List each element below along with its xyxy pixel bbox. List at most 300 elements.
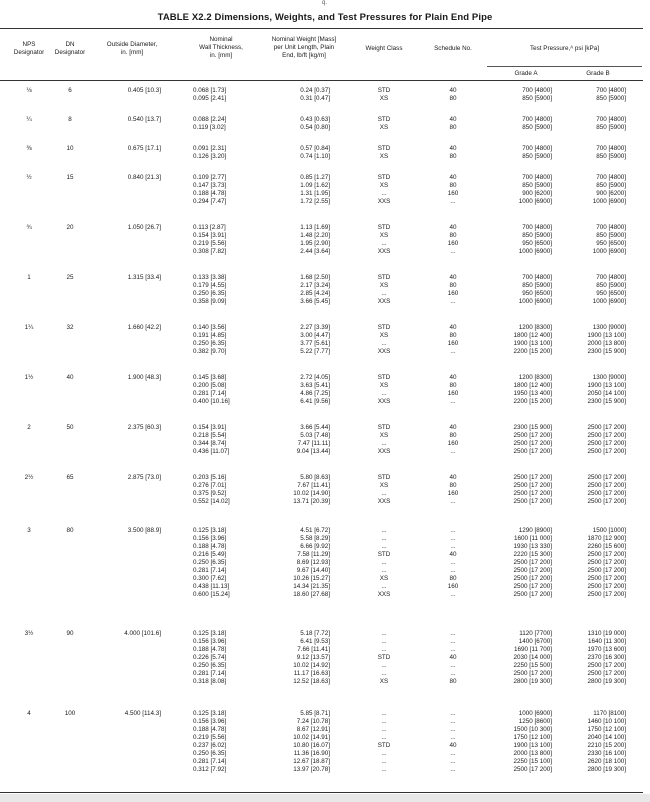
cell-schedule-no: ... bbox=[450, 448, 456, 455]
cell-grade-a: 1900 [13 100] bbox=[513, 742, 552, 749]
cell-nps: 3½ bbox=[24, 630, 34, 637]
cell-grade-a: 950 [6500] bbox=[522, 240, 552, 247]
cell-weight-class: ... bbox=[381, 543, 387, 550]
cell-wall-thickness: 0.113 [2.87] bbox=[193, 224, 226, 231]
cell-nominal-weight: 1.31 [1.95] bbox=[300, 190, 330, 197]
cell-wall-thickness: 0.312 [7.92] bbox=[193, 766, 227, 773]
cell-schedule-no: 80 bbox=[449, 575, 457, 582]
cell-grade-b: 1500 [1000] bbox=[592, 527, 626, 534]
cell-nominal-weight: 1.09 [1.62] bbox=[300, 182, 330, 189]
cell-weight-class: STD bbox=[377, 474, 391, 481]
cell-weight-class: ... bbox=[381, 490, 387, 497]
cell-weight-class: STD bbox=[377, 324, 391, 331]
cell-wall-thickness: 0.250 [6.35] bbox=[193, 750, 227, 757]
cell-weight-class: XXS bbox=[377, 398, 391, 405]
cell-weight-class: XXS bbox=[377, 448, 391, 455]
cell-grade-a: 700 [4800] bbox=[522, 116, 552, 123]
cell-grade-b: 2800 [19 300] bbox=[587, 678, 626, 685]
cell-wall-thickness: 0.133 [3.38] bbox=[193, 274, 227, 281]
cell-schedule-no: 40 bbox=[449, 174, 457, 181]
cell-weight-class: ... bbox=[381, 710, 387, 717]
cell-grade-a: 2500 [17 200] bbox=[513, 559, 552, 566]
cell-weight-class: XS bbox=[379, 124, 389, 131]
cell-grade-b: 2500 [17 200] bbox=[587, 498, 626, 505]
cell-grade-a: 2200 [15 200] bbox=[513, 398, 552, 405]
cell-wall-thickness: 0.188 [4.78] bbox=[193, 190, 227, 197]
table-top-rule bbox=[0, 28, 643, 29]
cell-nominal-weight: 0.85 [1.27] bbox=[300, 174, 330, 181]
cell-grade-b: 1640 [11 300] bbox=[587, 638, 626, 645]
cell-grade-b: 1750 [12 100] bbox=[587, 726, 626, 733]
cell-weight-class: XS bbox=[379, 232, 389, 239]
cell-grade-a: 1000 [6900] bbox=[518, 298, 552, 305]
cell-weight-class: ... bbox=[381, 390, 387, 397]
cell-schedule-no: 160 bbox=[447, 290, 459, 297]
cell-grade-a: 2500 [17 200] bbox=[513, 591, 552, 598]
cell-wall-thickness: 0.250 [6.35] bbox=[193, 340, 227, 347]
cell-wall-thickness: 0.091 [2.31] bbox=[193, 145, 227, 152]
cell-grade-b: 2500 [17 200] bbox=[587, 440, 626, 447]
cell-wall-thickness: 0.250 [6.35] bbox=[193, 290, 227, 297]
cell-grade-b: 1170 [8100] bbox=[593, 710, 626, 717]
cell-grade-a: 2500 [17 200] bbox=[513, 575, 552, 582]
cell-nominal-weight: 5.85 [8.71] bbox=[300, 710, 330, 717]
cell-weight-class: XXS bbox=[377, 298, 391, 305]
cell-grade-b: 1870 [12 900] bbox=[587, 535, 626, 542]
cell-dn: 90 bbox=[66, 630, 74, 637]
cell-wall-thickness: 0.250 [6.35] bbox=[193, 559, 227, 566]
cell-outside-diameter: 2.375 [60.3] bbox=[127, 424, 161, 431]
cell-wall-thickness: 0.219 [5.56] bbox=[193, 734, 227, 741]
cell-grade-a: 950 [6500] bbox=[522, 290, 552, 297]
cell-schedule-no: ... bbox=[450, 198, 456, 205]
cell-wall-thickness: 0.203 [5.16] bbox=[193, 474, 227, 481]
cell-grade-b: 1000 [6900] bbox=[592, 198, 626, 205]
header-grade-b: Grade B bbox=[586, 70, 610, 77]
cell-dn: 40 bbox=[66, 374, 74, 381]
cell-dn: 32 bbox=[66, 324, 74, 331]
cell-grade-a: 1800 [12 400] bbox=[513, 332, 552, 339]
cell-grade-b: 2800 [19 300] bbox=[587, 766, 626, 773]
cell-wall-thickness: 0.294 [7.47] bbox=[193, 198, 227, 205]
cell-weight-class: ... bbox=[381, 567, 387, 574]
cell-schedule-no: ... bbox=[450, 535, 456, 542]
cell-grade-a: 2500 [17 200] bbox=[513, 567, 552, 574]
cell-nominal-weight: 11.17 [16.63] bbox=[293, 670, 330, 677]
cell-wall-thickness: 0.119 [3.02] bbox=[193, 124, 226, 131]
cell-nominal-weight: 0.43 [0.63] bbox=[300, 116, 330, 123]
cell-wall-thickness: 0.156 [3.96] bbox=[193, 535, 227, 542]
cell-grade-a: 2030 [14 000] bbox=[513, 654, 552, 661]
header-wall-thickness: Nominal Wall Thickness, in. [mm] bbox=[199, 36, 243, 59]
cell-weight-class: STD bbox=[377, 224, 391, 231]
cell-weight-class: ... bbox=[381, 630, 387, 637]
cell-weight-class: STD bbox=[377, 116, 391, 123]
cell-grade-b: 2210 [15 200] bbox=[587, 742, 626, 749]
cell-schedule-no: 40 bbox=[449, 274, 457, 281]
cell-nominal-weight: 2.72 [4.05] bbox=[300, 374, 330, 381]
cell-nominal-weight: 6.41 [9.53] bbox=[300, 638, 330, 645]
cell-wall-thickness: 0.125 [3.18] bbox=[193, 710, 227, 717]
cell-schedule-no: 160 bbox=[447, 340, 459, 347]
cell-grade-b: 2040 [14 100] bbox=[587, 734, 626, 741]
header-nps: NPS Designator bbox=[13, 41, 45, 56]
cell-wall-thickness: 0.188 [4.78] bbox=[193, 726, 227, 733]
cell-schedule-no: ... bbox=[450, 646, 456, 653]
cell-wall-thickness: 0.308 [7.82] bbox=[193, 248, 227, 255]
cell-grade-b: 950 [6500] bbox=[596, 240, 626, 247]
table-title: TABLE X2.2 Dimensions, Weights, and Test Pressures for Plain End Pipe bbox=[157, 12, 493, 23]
cell-grade-a: 1900 [13 100] bbox=[513, 340, 552, 347]
cell-grade-a: 1690 [11 700] bbox=[513, 646, 552, 653]
cell-wall-thickness: 0.088 [2.24] bbox=[193, 116, 227, 123]
cell-nominal-weight: 8.69 [12.93] bbox=[296, 559, 330, 566]
cell-nominal-weight: 0.31 [0.47] bbox=[300, 95, 330, 102]
cell-schedule-no: ... bbox=[450, 527, 456, 534]
cell-grade-b: 900 [6200] bbox=[596, 190, 626, 197]
cell-weight-class: XS bbox=[379, 382, 389, 389]
cell-nps: ⅜ bbox=[26, 145, 32, 152]
cell-nominal-weight: 5.58 [8.29] bbox=[300, 535, 330, 542]
cell-nps: 2½ bbox=[24, 474, 34, 481]
cell-schedule-no: 80 bbox=[449, 153, 457, 160]
cell-nps: ⅛ bbox=[26, 87, 32, 94]
header-outside-diameter: Outside Diameter, in. [mm] bbox=[106, 41, 158, 56]
cell-nominal-weight: 6.66 [9.92] bbox=[300, 543, 330, 550]
cell-nominal-weight: 10.02 [14.92] bbox=[293, 662, 330, 669]
cell-grade-a: 2300 [15 900] bbox=[513, 424, 552, 431]
cell-grade-b: 1000 [6900] bbox=[592, 298, 626, 305]
cell-schedule-no: ... bbox=[450, 766, 456, 773]
cell-weight-class: XS bbox=[379, 575, 389, 582]
cell-grade-a: 2250 [15 500] bbox=[513, 662, 552, 669]
cell-nps: 1 bbox=[27, 274, 31, 281]
cell-grade-a: 1290 [8900] bbox=[518, 527, 552, 534]
cell-grade-b: 850 [5900] bbox=[596, 282, 626, 289]
cell-outside-diameter: 1.050 [26.7] bbox=[127, 224, 161, 231]
cell-schedule-no: 40 bbox=[449, 145, 457, 152]
cell-weight-class: XS bbox=[379, 432, 389, 439]
cell-grade-a: 2500 [17 200] bbox=[513, 448, 552, 455]
cell-nominal-weight: 4.51 [6.72] bbox=[300, 527, 330, 534]
cell-grade-a: 2250 [15 100] bbox=[513, 758, 552, 765]
cell-grade-b: 950 [6500] bbox=[596, 290, 626, 297]
cell-grade-a: 2500 [17 200] bbox=[513, 670, 552, 677]
cell-grade-a: 700 [4800] bbox=[522, 174, 552, 181]
cell-grade-a: 2220 [15 300] bbox=[513, 551, 552, 558]
cell-weight-class: ... bbox=[381, 646, 387, 653]
cell-nominal-weight: 2.27 [3.39] bbox=[300, 324, 330, 331]
cell-nominal-weight: 0.24 [0.37] bbox=[300, 87, 330, 94]
header-nominal-weight: Nominal Weight [Mass] per Unit Length, Plain End, lb/ft [kg/m] bbox=[271, 36, 337, 59]
cell-weight-class: XS bbox=[379, 482, 389, 489]
cell-outside-diameter: 1.315 [33.4] bbox=[127, 274, 161, 281]
cell-grade-a: 850 [5900] bbox=[522, 95, 552, 102]
cell-schedule-no: ... bbox=[450, 398, 456, 405]
table-header-rule bbox=[0, 80, 643, 81]
cell-wall-thickness: 0.125 [3.18] bbox=[193, 630, 227, 637]
cell-grade-b: 850 [5900] bbox=[596, 232, 626, 239]
cell-nominal-weight: 9.04 [13.44] bbox=[296, 448, 330, 455]
cell-schedule-no: 80 bbox=[449, 182, 457, 189]
cell-weight-class: ... bbox=[381, 240, 387, 247]
cell-grade-a: 1800 [12 400] bbox=[513, 382, 552, 389]
cell-weight-class: ... bbox=[381, 527, 387, 534]
cell-nominal-weight: 2.44 [3.64] bbox=[300, 248, 330, 255]
cell-schedule-no: 40 bbox=[449, 551, 457, 558]
cell-grade-a: 2500 [17 200] bbox=[513, 490, 552, 497]
cell-grade-a: 850 [5900] bbox=[522, 282, 552, 289]
cell-grade-b: 2500 [17 200] bbox=[587, 432, 626, 439]
cell-nominal-weight: 10.26 [15.27] bbox=[293, 575, 330, 582]
cell-grade-b: 1460 [10 100] bbox=[587, 718, 626, 725]
cell-grade-b: 2500 [17 200] bbox=[587, 662, 626, 669]
cell-nominal-weight: 5.80 [8.63] bbox=[300, 474, 330, 481]
cell-nominal-weight: 10.02 [14.91] bbox=[293, 734, 330, 741]
cell-wall-thickness: 0.156 [3.96] bbox=[193, 638, 227, 645]
cell-grade-b: 2300 [15 900] bbox=[587, 348, 626, 355]
cell-dn: 65 bbox=[66, 474, 74, 481]
cell-wall-thickness: 0.344 [8.74] bbox=[193, 440, 227, 447]
cell-weight-class: ... bbox=[381, 670, 387, 677]
cell-weight-class: XS bbox=[379, 95, 389, 102]
cell-grade-b: 700 [4800] bbox=[596, 116, 626, 123]
cell-nominal-weight: 12.52 [18.63] bbox=[293, 678, 330, 685]
cell-nominal-weight: 3.77 [5.61] bbox=[300, 340, 330, 347]
cell-weight-class: ... bbox=[381, 190, 387, 197]
cell-outside-diameter: 1.660 [42.2] bbox=[127, 324, 161, 331]
cell-wall-thickness: 0.281 [7.14] bbox=[193, 390, 227, 397]
cell-nominal-weight: 5.18 [7.72] bbox=[300, 630, 330, 637]
cell-schedule-no: ... bbox=[450, 559, 456, 566]
cell-outside-diameter: 3.500 [88.9] bbox=[127, 527, 161, 534]
cell-weight-class: STD bbox=[377, 145, 391, 152]
cell-wall-thickness: 0.191 [4.85] bbox=[193, 332, 227, 339]
cell-outside-diameter: 1.900 [48.3] bbox=[127, 374, 161, 381]
cell-grade-a: 900 [6200] bbox=[522, 190, 552, 197]
cell-grade-b: 2500 [17 200] bbox=[587, 559, 626, 566]
cell-grade-b: 700 [4800] bbox=[596, 174, 626, 181]
cell-schedule-no: 40 bbox=[449, 224, 457, 231]
cell-wall-thickness: 0.552 [14.02] bbox=[193, 498, 230, 505]
cell-grade-a: 2500 [17 200] bbox=[513, 432, 552, 439]
cell-grade-a: 1000 [6900] bbox=[518, 710, 552, 717]
cell-nominal-weight: 3.63 [5.41] bbox=[300, 382, 330, 389]
cell-outside-diameter: 4.500 [114.3] bbox=[124, 710, 161, 717]
header-schedule-no: Schedule No. bbox=[434, 45, 472, 52]
cell-weight-class: XXS bbox=[377, 198, 391, 205]
cell-weight-class: ... bbox=[381, 290, 387, 297]
cell-wall-thickness: 0.145 [3.68] bbox=[193, 374, 227, 381]
cell-nps: 4 bbox=[27, 710, 31, 717]
cell-weight-class: XXS bbox=[377, 248, 391, 255]
cell-wall-thickness: 0.318 [8.08] bbox=[193, 678, 227, 685]
cell-weight-class: STD bbox=[377, 551, 391, 558]
cell-schedule-no: 40 bbox=[449, 424, 457, 431]
cell-grade-a: 1750 [12 100] bbox=[513, 734, 552, 741]
cell-schedule-no: ... bbox=[450, 630, 456, 637]
cell-schedule-no: ... bbox=[450, 718, 456, 725]
cell-grade-b: 2500 [17 200] bbox=[587, 567, 626, 574]
cell-schedule-no: ... bbox=[450, 758, 456, 765]
cell-nominal-weight: 5.03 [7.48] bbox=[300, 432, 330, 439]
cell-weight-class: ... bbox=[381, 726, 387, 733]
cell-nominal-weight: 8.67 [12.91] bbox=[296, 726, 330, 733]
cell-nominal-weight: 9.67 [14.40] bbox=[296, 567, 330, 574]
cell-schedule-no: ... bbox=[450, 710, 456, 717]
cell-wall-thickness: 0.154 [3.91] bbox=[193, 424, 227, 431]
cell-wall-thickness: 0.281 [7.14] bbox=[193, 670, 227, 677]
cell-dn: 25 bbox=[66, 274, 74, 281]
cell-grade-b: 2300 [15 900] bbox=[587, 398, 626, 405]
cell-grade-a: 1400 [6700] bbox=[518, 638, 552, 645]
cell-grade-b: 1310 [19 000] bbox=[587, 630, 626, 637]
cell-nominal-weight: 7.58 [11.29] bbox=[297, 551, 330, 558]
cell-grade-b: 1300 [9000] bbox=[592, 324, 626, 331]
cell-nps: 1¼ bbox=[24, 324, 34, 331]
cell-grade-a: 2500 [17 200] bbox=[513, 474, 552, 481]
cell-wall-thickness: 0.200 [5.08] bbox=[193, 382, 227, 389]
cell-schedule-no: ... bbox=[450, 638, 456, 645]
cell-schedule-no: 40 bbox=[449, 374, 457, 381]
cell-grade-b: 2500 [17 200] bbox=[587, 583, 626, 590]
cell-schedule-no: 40 bbox=[449, 87, 457, 94]
cell-wall-thickness: 0.226 [5.74] bbox=[193, 654, 227, 661]
cell-grade-b: 2500 [17 200] bbox=[587, 474, 626, 481]
cell-schedule-no: ... bbox=[450, 567, 456, 574]
cell-wall-thickness: 0.154 [3.91] bbox=[193, 232, 227, 239]
cell-grade-b: 700 [4800] bbox=[596, 145, 626, 152]
cell-wall-thickness: 0.179 [4.55] bbox=[193, 282, 227, 289]
cell-nominal-weight: 2.17 [3.24] bbox=[300, 282, 330, 289]
cell-grade-b: 2500 [17 200] bbox=[587, 551, 626, 558]
cell-wall-thickness: 0.125 [3.18] bbox=[193, 527, 227, 534]
header-weight-class: Weight Class bbox=[365, 45, 403, 52]
cell-weight-class: STD bbox=[377, 424, 391, 431]
cell-weight-class: STD bbox=[377, 654, 391, 661]
cell-grade-a: 1000 [6900] bbox=[518, 198, 552, 205]
cell-nominal-weight: 13.71 [20.39] bbox=[293, 498, 330, 505]
cell-dn: 15 bbox=[66, 174, 74, 181]
cell-grade-a: 850 [5900] bbox=[522, 232, 552, 239]
cell-dn: 10 bbox=[66, 145, 74, 152]
cell-grade-a: 2000 [13 800] bbox=[513, 750, 552, 757]
cell-weight-class: ... bbox=[381, 718, 387, 725]
cell-wall-thickness: 0.188 [4.78] bbox=[193, 543, 227, 550]
cell-grade-b: 850 [5900] bbox=[596, 153, 626, 160]
cell-nominal-weight: 3.66 [5.44] bbox=[300, 424, 330, 431]
cell-weight-class: ... bbox=[381, 559, 387, 566]
cell-weight-class: ... bbox=[381, 638, 387, 645]
cell-outside-diameter: 0.840 [21.3] bbox=[127, 174, 161, 181]
cell-weight-class: STD bbox=[377, 174, 391, 181]
cell-grade-b: 2000 [13 800] bbox=[587, 340, 626, 347]
cell-schedule-no: ... bbox=[450, 734, 456, 741]
cell-nominal-weight: 0.54 [0.80] bbox=[300, 124, 330, 131]
cell-grade-b: 1300 [9000] bbox=[592, 374, 626, 381]
cell-grade-a: 1600 [11 000] bbox=[513, 535, 552, 542]
cell-schedule-no: 80 bbox=[449, 232, 457, 239]
cell-weight-class: ... bbox=[381, 766, 387, 773]
cell-nominal-weight: 6.41 [9.56] bbox=[300, 398, 330, 405]
cell-wall-thickness: 0.156 [3.96] bbox=[193, 718, 227, 725]
cell-nominal-weight: 1.48 [2.20] bbox=[300, 232, 330, 239]
cell-weight-class: ... bbox=[381, 440, 387, 447]
cell-weight-class: XXS bbox=[377, 591, 391, 598]
header-dn: DN Designator bbox=[54, 41, 86, 56]
cell-nominal-weight: 7.24 [10.78] bbox=[296, 718, 330, 725]
cell-grade-b: 1900 [13 100] bbox=[587, 332, 626, 339]
cell-grade-b: 2620 [18 100] bbox=[587, 758, 626, 765]
cell-schedule-no: ... bbox=[450, 670, 456, 677]
cell-nominal-weight: 5.22 [7.77] bbox=[300, 348, 330, 355]
cell-grade-a: 1950 [13 400] bbox=[513, 390, 552, 397]
table-bottom-rule bbox=[0, 792, 643, 793]
cell-weight-class: ... bbox=[381, 583, 387, 590]
cell-wall-thickness: 0.068 [1.73] bbox=[193, 87, 227, 94]
cell-schedule-no: 80 bbox=[449, 95, 457, 102]
cell-grade-b: 850 [5900] bbox=[596, 95, 626, 102]
cell-grade-b: 2050 [14 100] bbox=[587, 390, 626, 397]
cell-wall-thickness: 0.095 [2.41] bbox=[193, 95, 227, 102]
cell-grade-b: 2370 [16 300] bbox=[587, 654, 626, 661]
cell-weight-class: ... bbox=[381, 340, 387, 347]
cell-nominal-weight: 1.13 [1.69] bbox=[300, 224, 330, 231]
cell-nominal-weight: 18.60 [27.68] bbox=[293, 591, 330, 598]
cell-weight-class: XS bbox=[379, 678, 389, 685]
cell-nominal-weight: 0.74 [1.10] bbox=[300, 153, 330, 160]
cell-grade-a: 700 [4800] bbox=[522, 274, 552, 281]
cell-wall-thickness: 0.219 [5.56] bbox=[193, 240, 227, 247]
cell-weight-class: STD bbox=[377, 374, 391, 381]
cell-schedule-no: 80 bbox=[449, 432, 457, 439]
cell-wall-thickness: 0.438 [11.13] bbox=[193, 583, 230, 590]
cell-schedule-no: 160 bbox=[447, 583, 459, 590]
cell-nominal-weight: 3.66 [5.45] bbox=[300, 298, 330, 305]
cell-schedule-no: 160 bbox=[447, 390, 459, 397]
cell-dn: 50 bbox=[66, 424, 74, 431]
cell-nominal-weight: 14.34 [21.35] bbox=[293, 583, 330, 590]
cell-grade-a: 2500 [17 200] bbox=[513, 440, 552, 447]
cell-wall-thickness: 0.216 [5.49] bbox=[193, 551, 227, 558]
cell-nps: ¾ bbox=[26, 224, 32, 231]
cell-wall-thickness: 0.237 [6.02] bbox=[193, 742, 227, 749]
cell-grade-a: 1120 [7700] bbox=[519, 630, 552, 637]
cell-wall-thickness: 0.109 [2.77] bbox=[193, 174, 227, 181]
cell-nominal-weight: 11.36 [16.90] bbox=[293, 750, 330, 757]
cell-wall-thickness: 0.218 [5.54] bbox=[193, 432, 227, 439]
cell-schedule-no: 40 bbox=[449, 742, 457, 749]
cell-wall-thickness: 0.300 [7.62] bbox=[193, 575, 227, 582]
cell-nominal-weight: 4.86 [7.25] bbox=[300, 390, 330, 397]
cell-weight-class: ... bbox=[381, 758, 387, 765]
cell-grade-b: 2500 [17 200] bbox=[587, 490, 626, 497]
cell-nominal-weight: 0.57 [0.84] bbox=[300, 145, 330, 152]
cell-nps: 1½ bbox=[24, 374, 34, 381]
cell-wall-thickness: 0.147 [3.73] bbox=[193, 182, 227, 189]
cell-grade-b: 700 [4800] bbox=[596, 87, 626, 94]
cell-grade-b: 2500 [17 200] bbox=[587, 424, 626, 431]
header-test-pressure: Test Pressure,ᴬ psi [kPa] bbox=[530, 45, 599, 52]
cell-grade-a: 1500 [10 300] bbox=[513, 726, 552, 733]
cell-grade-a: 1930 [13 330] bbox=[513, 543, 552, 550]
cell-grade-a: 2500 [17 200] bbox=[513, 766, 552, 773]
cell-wall-thickness: 0.276 [7.01] bbox=[193, 482, 227, 489]
cell-nominal-weight: 1.95 [2.90] bbox=[300, 240, 330, 247]
cell-schedule-no: 160 bbox=[447, 440, 459, 447]
cell-grade-b: 2500 [17 200] bbox=[587, 448, 626, 455]
cell-schedule-no: ... bbox=[450, 543, 456, 550]
